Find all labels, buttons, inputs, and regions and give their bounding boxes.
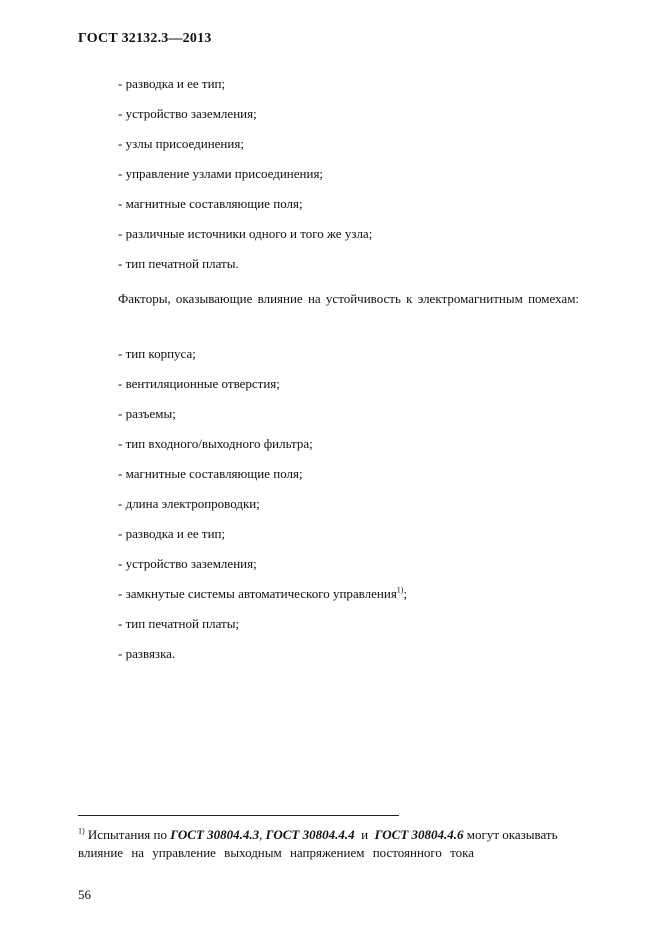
list-item: - разводка и ее тип; bbox=[118, 526, 226, 541]
list-item: - тип печатной платы; bbox=[118, 616, 240, 631]
footnote bbox=[78, 826, 614, 862]
footnote-text: , bbox=[259, 827, 266, 842]
list-item: - разъемы; bbox=[118, 406, 176, 421]
document-header: ГОСТ 32132.3—2013 bbox=[78, 31, 212, 46]
list-item: - магнитные составляющие поля; bbox=[118, 466, 303, 481]
footnote-mark: 1) bbox=[78, 826, 85, 836]
footnote-text: и bbox=[354, 827, 375, 842]
list-item: - разводка и ее тип; bbox=[118, 76, 226, 91]
footnote-line-2: влияние на управление выходным напряжением постоянного тока bbox=[78, 845, 475, 860]
list-item: - различные источники одного и того же узла; bbox=[118, 226, 373, 241]
list-item: - управление узлами присоединения; bbox=[118, 166, 324, 181]
standard-reference: ГОСТ 30804.4.3 bbox=[170, 827, 260, 842]
footnote-text: Испытания по bbox=[84, 827, 171, 842]
list-item: - устройство заземления; bbox=[118, 106, 257, 121]
list-item: - магнитные составляющие поля; bbox=[118, 196, 303, 211]
standard-reference: ГОСТ 30804.4.4 bbox=[265, 827, 355, 842]
list-immunity-factors bbox=[118, 344, 407, 674]
footnote-separator bbox=[78, 815, 399, 816]
list-item: - узлы присоединения; bbox=[118, 136, 244, 151]
list-item: - тип входного/выходного фильтра; bbox=[118, 436, 313, 451]
footnote-line-1 bbox=[78, 826, 614, 844]
list-item: - вентиляционные отверстия; bbox=[118, 376, 280, 391]
list-item: - развязка. bbox=[118, 646, 176, 661]
list-influences bbox=[118, 74, 372, 284]
list-item-with-footnote bbox=[118, 584, 407, 614]
list-item: - тип печатной платы. bbox=[118, 256, 239, 271]
list-item-text: - замкнутые системы автоматического управления bbox=[118, 586, 397, 601]
list-item-tail: ; bbox=[403, 586, 408, 601]
page-number: 56 bbox=[78, 887, 91, 902]
standard-reference: ГОСТ 30804.4.6 bbox=[374, 827, 464, 842]
list-item: - устройство заземления; bbox=[118, 556, 257, 571]
list-item: - длина электропроводки; bbox=[118, 496, 260, 511]
footnote-reference: 1) bbox=[396, 585, 404, 595]
footnote-text: могут оказывать bbox=[463, 827, 558, 842]
list-item: - тип корпуса; bbox=[118, 346, 196, 361]
paragraph-immunity-factors: Факторы, оказывающие влияние на устойчивость к электромагнитным помехам: bbox=[118, 291, 580, 306]
